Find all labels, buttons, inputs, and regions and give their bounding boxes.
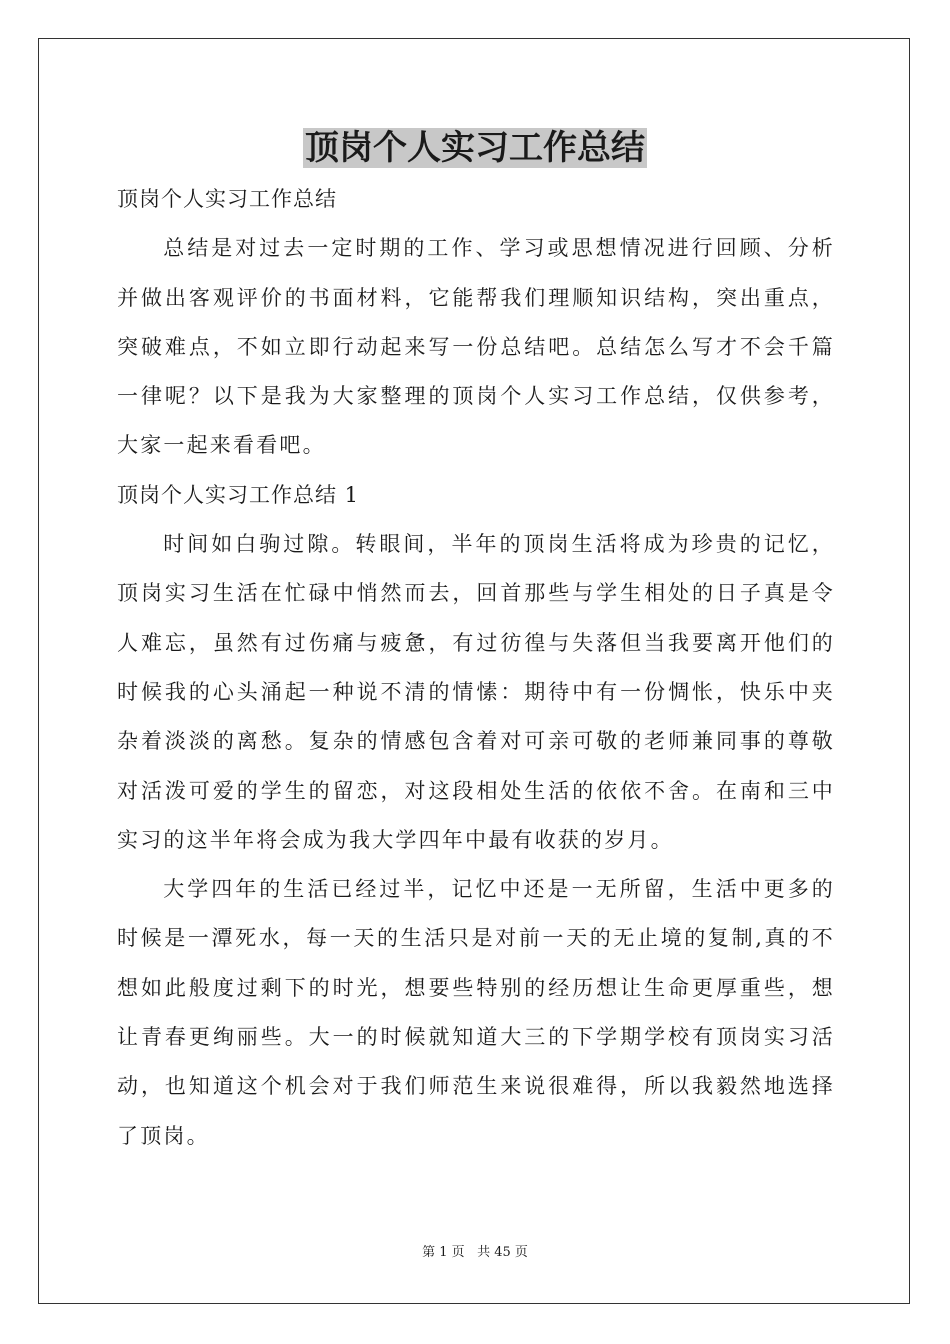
- document-body: [117, 175, 835, 1161]
- page-total: 共 45 页: [477, 1245, 528, 1260]
- body-paragraph: 大学四年的生活已经过半，记忆中还是一无所留，生活中更多的时候是一潭死水，每一天的生活只是对前一天的无止境的复制,真的不想如此般度过剩下的时光，想要些特别的经历想让生命更厚重些，想让青春更绚丽些。大一的时候就知道大三的下学期学校有顶岗实习活动，也知道这个机会对于我们师范生来说很难得，所以我毅然地选择了顶岗。: [117, 877, 835, 1148]
- document-title: [0, 122, 950, 174]
- page-footer: [0, 1243, 950, 1263]
- document-title-text: 顶岗个人实习工作总结: [305, 128, 645, 168]
- page-number: 第 1 页: [422, 1245, 465, 1260]
- section-heading: 顶岗个人实习工作总结 1: [117, 482, 360, 507]
- document-subtitle: 顶岗个人实习工作总结: [117, 187, 337, 211]
- intro-paragraph: 总结是对过去一定时期的工作、学习或思想情况进行回顾、分析并做出客观评价的书面材料，它能帮我们理顺知识结构，突出重点，突破难点，不如立即行动起来写一份总结吧。总结怎么写才不会千篇一律呢？以下是我为大家整理的顶岗个人实习工作总结，仅供参考，大家一起来看看吧。: [117, 236, 835, 458]
- body-paragraph: 时间如白驹过隙。转眼间，半年的顶岗生活将成为珍贵的记忆，顶岗实习生活在忙碌中悄然而去，回首那些与学生相处的日子真是令人难忘，虽然有过伤痛与疲惫，有过彷徨与失落但当我要离开他们的时候我的心头涌起一种说不清的情愫：期待中有一份惆怅，快乐中夹杂着淡淡的离愁。复杂的情感包含着对可亲可敬的老师兼同事的尊敬对活泼可爱的学生的留恋，对这段相处生活的依依不舍。在南和三中实习的这半年将会成为我大学四年中最有收获的岁月。: [117, 532, 835, 852]
